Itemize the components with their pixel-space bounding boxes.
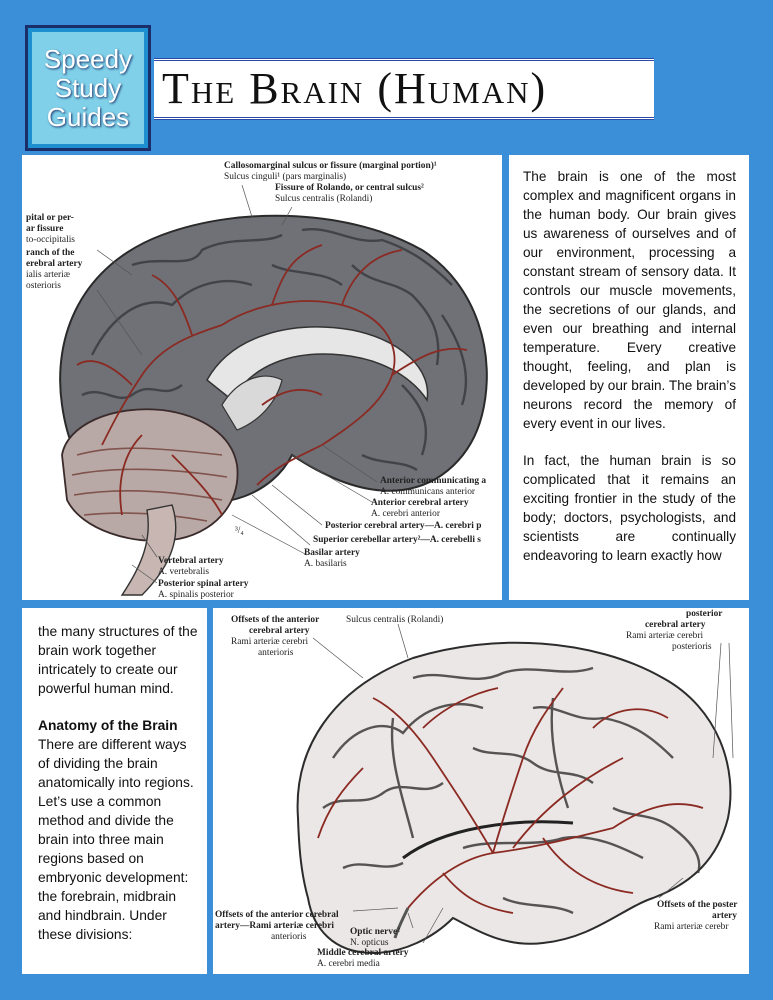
- label-optic-2: N. opticus: [350, 938, 389, 948]
- label-sulcus-centralis: Sulcus centralis (Rolandi): [275, 194, 373, 204]
- label-posterior-1: posterior: [686, 609, 723, 619]
- label-left-4: ranch of the: [26, 248, 75, 258]
- anatomy-text: [38, 622, 198, 944]
- label-offsets-anterior-1: Offsets of the anterior: [231, 615, 320, 625]
- title-bar: [154, 58, 654, 120]
- label-scale: ³/₄: [235, 526, 244, 536]
- label-a-cerebri-anterior: A. cerebri anterior: [371, 509, 440, 519]
- label-left-2: ar fissure: [26, 224, 64, 234]
- label-offsets-poster-1: Offsets of the poster: [657, 900, 738, 910]
- label-sulcus-cinguli: Sulcus cinguli¹ (pars marginalis): [224, 172, 347, 182]
- anatomy-text-panel: [22, 608, 207, 974]
- medial-brain-illustration: [22, 155, 502, 600]
- label-rami-poster: Rami arteriæ cerebr: [654, 922, 729, 932]
- anatomy-paragraph: There are different ways of dividing the brain anatomically into regions. Let’s use a common method and divide the brain into three main regions based on embryonic development: the forebrain, midbrain and hindbrain. Under these divisions:: [38, 737, 194, 942]
- label-rami-anterior-1: Rami arteriæ cerebri: [231, 637, 309, 647]
- label-offsets-bottom-3: anterioris: [271, 932, 307, 942]
- label-left-6: ialis arteriæ: [26, 270, 70, 280]
- intro-text: [523, 167, 736, 565]
- label-a-vertebralis: A. vertebralis: [158, 567, 210, 577]
- label-basilar: Basilar artery: [304, 548, 360, 558]
- label-callosomarginal: Callosomarginal sulcus or fissure (marginal portion)¹: [224, 161, 437, 171]
- label-left-5: erebral artery: [26, 259, 83, 269]
- label-anterior-cerebral: Anterior cerebral artery: [371, 498, 469, 508]
- label-superior-cerebellar: Superior cerebellar artery²—A. cerebelli s: [313, 535, 481, 545]
- label-a-spinalis: A. spinalis posterior: [158, 590, 234, 600]
- logo-word-study: Study: [54, 72, 122, 103]
- page-title: The Brain (Human): [162, 64, 548, 113]
- label-sulcus-centralis-2: Sulcus centralis (Rolandi): [346, 615, 444, 625]
- label-a-communicans: A. communicans anterior: [380, 487, 476, 497]
- label-offsets-bottom-1: Offsets of the anterior cerebral: [215, 910, 339, 920]
- label-posterior-spinal: Posterior spinal artery: [158, 579, 249, 589]
- medial-brain-figure: [22, 155, 502, 600]
- label-left-3: to-occipitalis: [26, 235, 75, 245]
- section-heading-anatomy: Anatomy of the Brain: [38, 718, 178, 733]
- label-left-1: pital or per-: [26, 213, 74, 223]
- intro-text-panel: [509, 155, 749, 600]
- label-vertebral: Vertebral artery: [158, 556, 224, 566]
- label-anterior-communicating: Anterior communicating a: [380, 476, 487, 486]
- label-posterior-cerebral: Posterior cerebral artery—A. cerebri p: [325, 521, 482, 531]
- label-posterior-2: cerebral artery: [645, 620, 706, 630]
- logo-word-guides: Guides: [46, 101, 130, 132]
- logo-word-speedy: Speedy: [43, 43, 133, 74]
- label-offsets-anterior-2: cerebral artery: [249, 626, 310, 636]
- label-rami-anterior-2: anterioris: [258, 648, 294, 658]
- label-optic-1: Optic nerve²: [350, 927, 400, 937]
- intro-paragraph-1: The brain is one of the most complex and magnificent organs in the human body. Our brain gives us awareness of ourselves and of our environment, processing a constant stream of sensory data. It controls our muscle movements, the secretions of our glands, and even our breathing and internal temperature. Every creative thought, feeling, and plan is developed by our brain. The brain’s neurons record the memory of every event in our lives.: [523, 169, 736, 431]
- logo-inner: [32, 32, 144, 144]
- label-a-basilaris: A. basilaris: [304, 559, 347, 569]
- label-middle-cerebral-2: A. cerebri media: [317, 959, 380, 969]
- label-fissure-rolando: Fissure of Rolando, or central sulcus²: [275, 183, 424, 193]
- lateral-brain-figure: [213, 608, 749, 974]
- continued-paragraph: the many structures of the brain work together intricately to create our powerful human mind.: [38, 624, 198, 696]
- label-left-7: osterioris: [26, 281, 61, 291]
- label-rami-posterior-1: Rami arteriæ cerebri: [626, 631, 704, 641]
- label-middle-cerebral-1: Middle cerebral artery: [317, 948, 409, 958]
- label-offsets-poster-2: artery: [712, 911, 737, 921]
- speedy-study-guides-logo: [25, 25, 151, 151]
- label-offsets-bottom-2: artery—Rami arteriæ cerebri: [215, 921, 335, 931]
- intro-paragraph-2: In fact, the human brain is so complicated that it remains an exciting frontier in the study of the body; doctors, psychologists, and scientists are continually endeavoring to learn exactly how: [523, 453, 736, 563]
- label-rami-posterior-2: posterioris: [672, 642, 712, 652]
